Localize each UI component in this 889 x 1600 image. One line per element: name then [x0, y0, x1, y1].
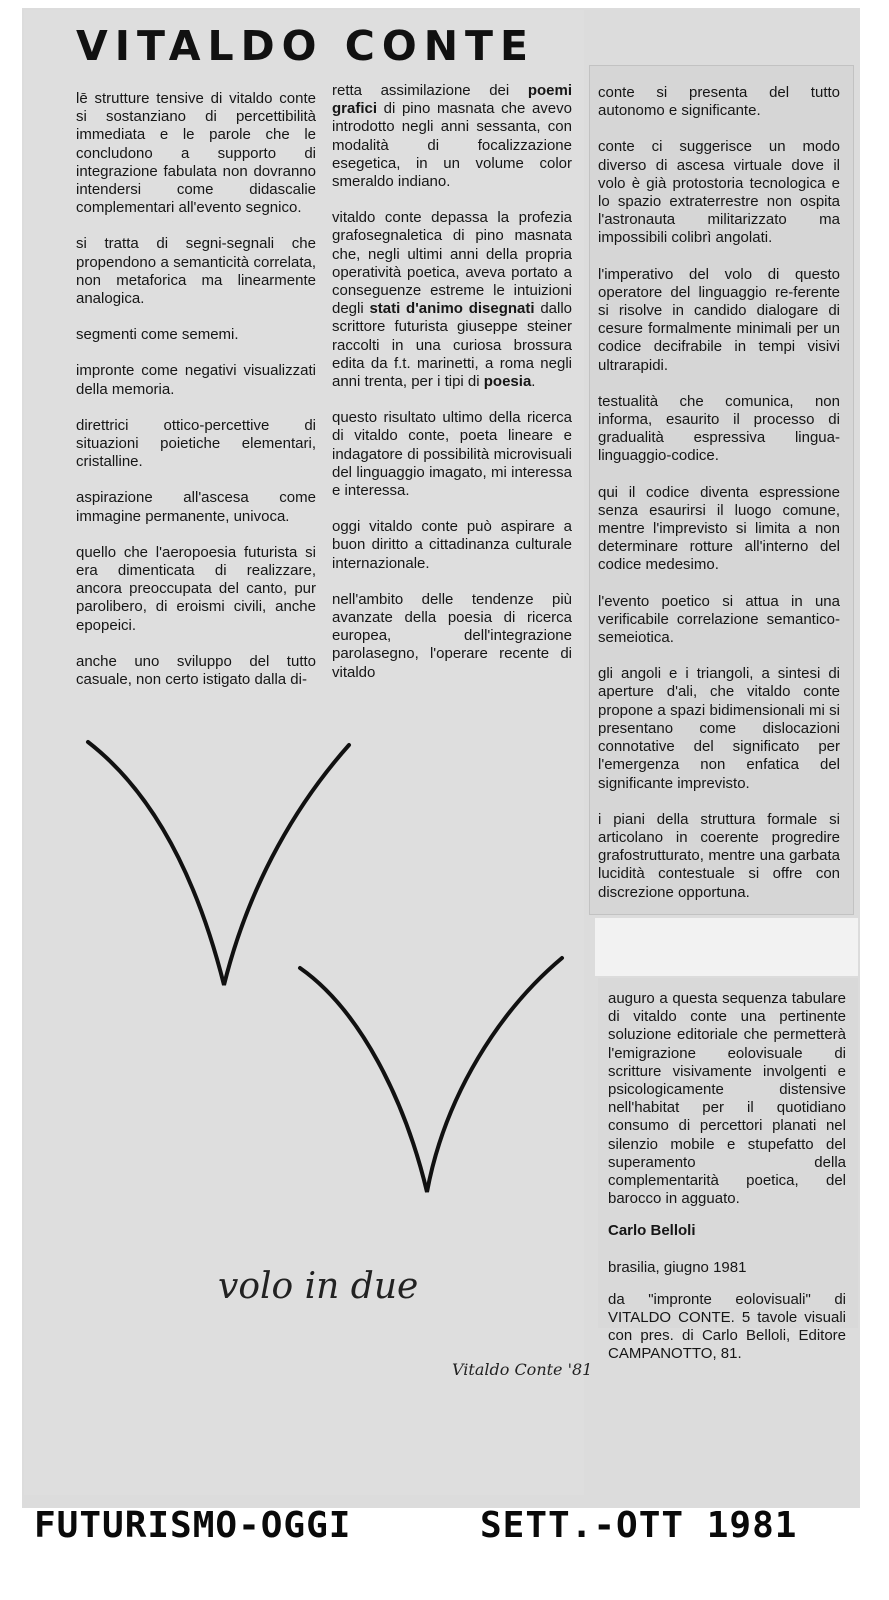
- paragraph: qui il codice diventa espressione senza esaurirsi il luogo comune, mentre l'imprevisto si limita a non determinare rotture all'interno del codice medesimo.: [598, 483, 840, 574]
- paragraph: direttrici ottico-percettive di situazioni poietiche elementari, cristalline.: [76, 416, 316, 471]
- text-run: retta assimilazione dei: [332, 82, 528, 99]
- paragraph: anche uno sviluppo del tutto casuale, non certo istigato dalla di-: [76, 652, 316, 689]
- bold-term: stati d'animo disegnati: [369, 300, 535, 318]
- paragraph: conte ci suggerisce un modo diverso di ascesa virtuale dove il volo è già protostoria tecnologica e lo spazio extraterrestre non ospita l'astronauta militarizzato ma impossibili colibrì angolati.: [598, 138, 840, 247]
- paragraph: l'imperativo del volo di questo operatore del linguaggio re-ferente si risolve in candido dialogare di cesure formalmente minimali per un codice decifrabile in tempi visivi ultrarapidi.: [598, 265, 840, 374]
- paragraph: si tratta di segni-segnali che propendono a semanticità correlata, non metaforica ma linearmente analogica.: [76, 235, 316, 308]
- artist-signature: Vitaldo Conte '81: [452, 1360, 593, 1379]
- paragraph: l'evento poetico si attua in una verificabile correlazione semantico-semeiotica.: [598, 592, 840, 647]
- article-headline: VITALDO CONTE: [76, 22, 536, 70]
- text-run: di pino masnata che avevo introdotto negli anni sessanta, con modalità di focalizzazione esegetica, in un volume color smeraldo indiano.: [332, 100, 572, 191]
- paragraph: gli angoli e i triangoli, a sintesi di aperture d'ali, che vitaldo conte propone a spazi bidimensionali mi si presentano come dislocazioni connotative del significato per l'emergenza non enfatica del significante imprevisto.: [598, 665, 840, 792]
- paragraph: nell'ambito delle tendenze più avanzate della poesia di ricerca europea, dell'integrazione parolasegno, l'operare recente di vitaldo: [332, 590, 572, 681]
- text-run: vitaldo conte depassa la profezia grafosegnaletica di pino masnata che, negli ultimi anni della propria operatività poetica, aveva portato a conseguenze estreme le intuizioni degli: [332, 209, 572, 318]
- paragraph: lē strutture tensive di vitaldo conte si sostanziano di percettibilità immediata e le parole che le concludono a supporto di integrazione fabulata non dovranno intendersi come didascalie complementari all'evento segnico.: [76, 90, 316, 217]
- paragraph: oggi vitaldo conte può aspirare a buon diritto a cittadinanza culturale internazionale.: [332, 518, 572, 572]
- paragraph: testualità che comunica, non informa, esaurito il processo di gradualità espressiva lingua-linguaggio-codice.: [598, 392, 840, 465]
- paragraph: conte si presenta del tutto autonomo e significante.: [598, 84, 840, 120]
- artwork-caption: volo in due: [218, 1266, 419, 1307]
- paragraph: i piani della struttura formale si articolano in coerente progredire grafostrutturato, mentre una garbata lucidità contestuale si offre con discrezione opportuna.: [598, 810, 840, 901]
- paragraph: quello che l'aeropoesia futurista si era dimenticata di realizzare, ancora preoccupata del canto, pur parolibero, di eroismi civili, anche epopeici.: [76, 543, 316, 634]
- paragraph: questo risultato ultimo della ricerca di vitaldo conte, poeta lineare e indagatore di possibilità microvisuali del linguaggio imagato, mi interessa e interessa.: [332, 409, 572, 500]
- paragraph: segmenti come sememi.: [76, 326, 239, 344]
- text-run: dallo scrittore futurista giuseppe steiner raccolti in una curiosa brossura edita da f.t. marinetti, a roma negli anni trenta, per i tipi di: [332, 300, 573, 391]
- text-run: .: [531, 373, 536, 391]
- bold-term: poesia: [483, 373, 532, 391]
- publication-name: FUTURISMO-OGGI: [34, 1505, 352, 1546]
- bold-term: poemi grafici: [332, 82, 572, 118]
- source-note: da "impronte eolovisuali" di VITALDO CONTE. 5 tavole visuali con pres. di Carlo Belloli, Editore CAMPANOTTO, 81.: [608, 1290, 846, 1363]
- paragraph: aspirazione all'ascesa come immagine permanente, univoca.: [76, 489, 316, 525]
- v-mark-left: [88, 742, 349, 985]
- paragraph: impronte come negativi visualizzati della memoria.: [76, 362, 316, 398]
- author-name: Carlo Belloli: [608, 1222, 696, 1240]
- v-mark-right: [300, 958, 562, 1192]
- paragraph: auguro a questa sequenza tabulare di vitaldo conte una pertinente soluzione editoriale che permetterà l'emigrazione eolovisuale di scritture visivamente involgenti e psicologicamente distensive nell'habitat per il quotidiano consumo di percettori planati nel silenzio mobile e stupefatto del superamento della complementarità poetica, del barocco in agguato.: [608, 990, 846, 1208]
- publication-date: SETT.-OTT 1981: [480, 1505, 798, 1546]
- place-date: brasilia, giugno 1981: [608, 1258, 747, 1276]
